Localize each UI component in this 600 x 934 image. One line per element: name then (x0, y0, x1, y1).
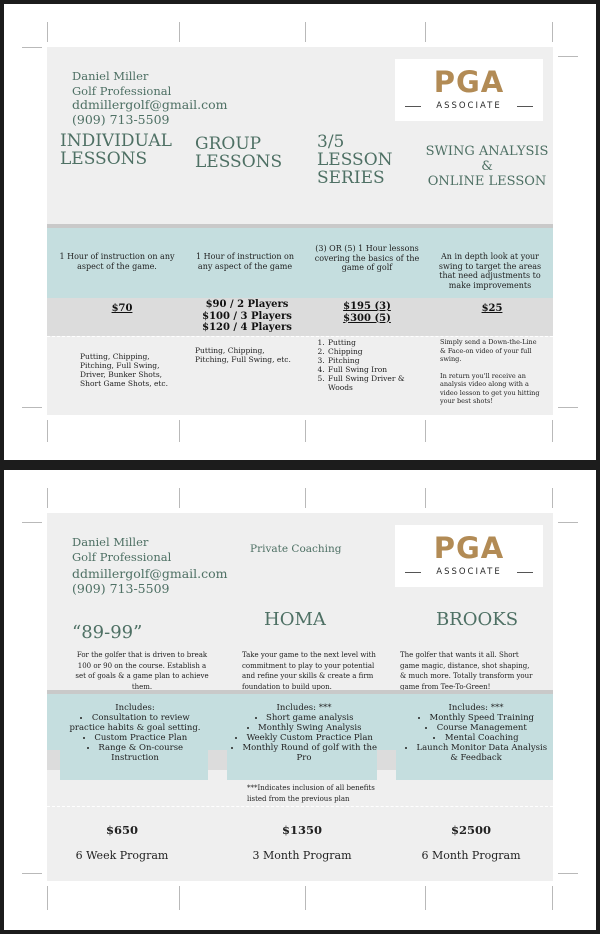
crop-mark (558, 522, 578, 523)
coach-email[interactable]: ddmillergolf@gmail.com (72, 566, 228, 581)
list-item: • Course Management (402, 723, 550, 733)
list-item: 5. Full Swing Driver & Woods (327, 374, 429, 392)
crop-mark (47, 886, 48, 910)
details-group: Putting, Chipping, Pitching, Full Swing, etc. (195, 346, 291, 364)
price-brooks: $2500 (450, 823, 491, 837)
list-item: • Short game analysis (229, 713, 379, 723)
summary-individual: 1 Hour of instruction on any aspect of the game. (59, 252, 175, 271)
crop-mark (305, 488, 306, 508)
details-individual: Putting, Chipping, Pitching, Full Swing, Driver, Bunker Shots, Short Game Shots, etc. (80, 352, 169, 388)
price-swing: $25 (481, 303, 503, 314)
crop-mark (47, 488, 48, 508)
coach-name: Daniel Miller (72, 69, 149, 83)
logo-rule (517, 572, 533, 573)
list-item: • Range & On-course Instruction (65, 743, 205, 763)
list-item: • Mental Coaching (402, 733, 550, 743)
list-item: • Consultation to review practice habits & goal setting. (65, 713, 205, 733)
includes-homa: Includes: *** • Short game analysis • Monthly Swing Analysis • Weekly Custom Practice Plan • Monthly Round of golf with the Pro (229, 703, 379, 763)
list-item: • Monthly Speed Training (402, 713, 550, 723)
list-item: • Custom Practice Plan (65, 733, 205, 743)
crop-mark (552, 886, 553, 910)
pga-logo (395, 525, 543, 587)
list-item: 1. Putting (327, 338, 429, 347)
crop-mark (425, 420, 426, 442)
lessons-card (47, 47, 553, 415)
crop-mark (558, 56, 578, 57)
heading-89-99: “89-99” (72, 622, 143, 643)
list-item: • Monthly Swing Analysis (229, 723, 379, 733)
crop-mark (305, 420, 306, 442)
description-homa: Take your game to the next level with commitment to play to your potential and refine your skills & create a firm foundation to build upon. (242, 651, 376, 691)
pga-logo-sub: ASSOCIATE (436, 101, 502, 111)
heading-brooks: BROOKS (435, 609, 519, 630)
coach-phone[interactable]: (909) 713-5509 (72, 580, 170, 596)
crop-mark (305, 22, 306, 42)
crop-mark (425, 22, 426, 42)
pga-logo-sub: ASSOCIATE (436, 567, 502, 577)
crop-mark (425, 488, 426, 508)
summary-group: 1 Hour of instruction on any aspect of the game (195, 252, 294, 271)
contact-block (72, 535, 228, 596)
crop-mark (558, 873, 578, 874)
price-individual: $70 (111, 303, 133, 314)
crop-mark (22, 47, 42, 48)
crop-mark (558, 407, 578, 408)
crop-mark (552, 22, 553, 42)
crop-mark (47, 22, 48, 42)
includes-89-99: Includes: • Consultation to review practice habits & goal setting. • Custom Practice Plan • Range & On-course Instruction (65, 703, 205, 763)
description-brooks: The golfer that wants it all. Short game magic, distance, shot shaping, & much more. Totally transform your game from Tee-To-Green! (400, 651, 533, 691)
crop-mark (305, 886, 306, 910)
price-89-99: $650 (105, 823, 138, 837)
crop-mark (179, 22, 180, 42)
details-series-list (317, 338, 429, 392)
coaching-card (47, 513, 553, 881)
crop-mark (22, 522, 42, 523)
contact-block (72, 69, 228, 127)
summary-series: (3) OR (5) 1 Hour lessons covering the basics of the game of golf (314, 244, 420, 272)
flyer-page-1 (4, 4, 596, 460)
summary-swing: An in depth look at your swing to target the areas that need adjustments to make improvements (438, 252, 542, 290)
crop-mark (47, 420, 48, 442)
coach-title: Golf Professional (72, 83, 172, 98)
includes-brooks: Includes: *** • Monthly Speed Training • Course Management • Mental Coaching • Launch Monitor Data Analysis & Feedback (402, 703, 550, 763)
crop-mark (179, 488, 180, 508)
pga-logo (395, 59, 543, 121)
coach-email[interactable]: ddmillergolf@gmail.com (72, 97, 228, 112)
flyer-page-2 (4, 470, 596, 930)
benefits-footnote: ***Indicates inclusion of all benefits listed from the previous plan (247, 784, 375, 803)
list-item: • Monthly Round of golf with the Pro (229, 743, 379, 763)
price-homa: $1350 (281, 823, 322, 837)
heading-lesson-series: 3/5 LESSON SERIES (317, 132, 393, 188)
duration-homa: 3 Month Program (252, 849, 352, 862)
price-group: $90 / 2 Players $100 / 3 Players $120 / 4 Players (202, 299, 292, 333)
list-item: 2. Chipping (327, 347, 429, 356)
dashed-divider (47, 336, 553, 337)
list-item: • Launch Monitor Data Analysis & Feedback (402, 743, 550, 763)
heading-group-lessons: GROUP LESSONS (195, 134, 283, 172)
coach-phone[interactable]: (909) 713-5509 (72, 111, 170, 127)
list-item: 3. Pitching (327, 356, 429, 365)
logo-rule (517, 106, 533, 107)
pga-logo-word: PGA (433, 65, 505, 99)
crop-mark (22, 407, 42, 408)
price-series: $195 (3) $300 (5) (343, 301, 391, 324)
duration-89-99: 6 Week Program (75, 849, 169, 862)
description-89-99: For the golfer that is driven to break 100 or 90 on the course. Establish a set of goals & a game plan to achieve them. (75, 651, 209, 691)
list-item: 4. Full Swing Iron (327, 365, 429, 374)
heading-swing-analysis: SWING ANALYSIS & ONLINE LESSON (425, 144, 549, 189)
private-coaching-label: Private Coaching (250, 543, 342, 555)
list-item: • Weekly Custom Practice Plan (229, 733, 379, 743)
coach-name: Daniel Miller (72, 535, 149, 549)
coach-title: Golf Professional (72, 549, 172, 564)
dashed-divider (47, 806, 553, 807)
crop-mark (552, 420, 553, 442)
crop-mark (22, 873, 42, 874)
heading-homa: HOMA (264, 609, 326, 630)
crop-mark (425, 886, 426, 910)
duration-brooks: 6 Month Program (421, 849, 521, 862)
crop-mark (179, 420, 180, 442)
heading-individual-lessons: INDIVIDUAL LESSONS (60, 131, 172, 169)
details-swing: Simply send a Down-the-Line & Face-on video of your full swing. In return you'll receive an analysis video along with a video lesson to get you hitting your best shots! (440, 338, 540, 405)
pga-logo-word: PGA (433, 531, 505, 565)
crop-mark (179, 886, 180, 910)
crop-mark (552, 488, 553, 508)
